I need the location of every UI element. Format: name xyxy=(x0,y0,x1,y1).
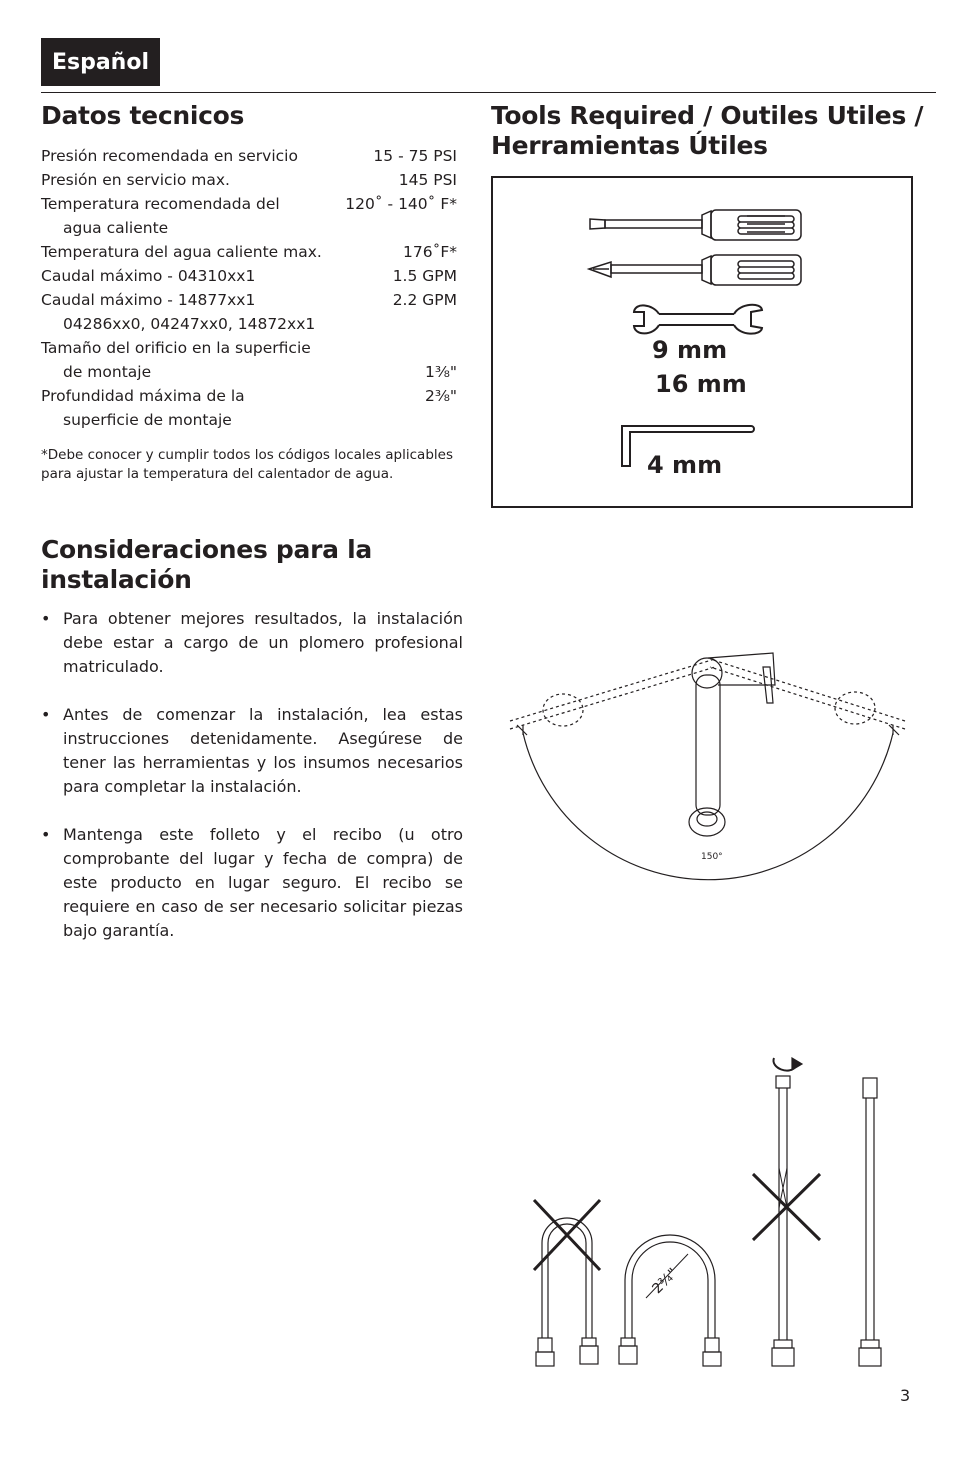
spec-label: Caudal máximo - 04310xx1 xyxy=(41,267,256,285)
list-item: • Antes de comenzar la instalación, lea estas instrucciones detenidamente. Asegúrese de tener las herramientas y los insumos necesarios para completar la instalación. xyxy=(41,705,463,796)
table-row xyxy=(41,240,457,264)
table-row xyxy=(41,312,457,336)
spec-label: Tamaño del orificio en la superficie xyxy=(41,339,311,357)
spec-value: 1.5 GPM xyxy=(392,267,457,285)
spec-label: superficie de montaje xyxy=(63,411,232,429)
table-row xyxy=(41,408,457,432)
considerations-title: Consideraciones para la instalación xyxy=(41,535,372,594)
phillips-screwdriver-icon xyxy=(589,255,801,285)
table-row xyxy=(41,192,457,216)
hose-twisted xyxy=(772,1058,802,1366)
table-row xyxy=(41,216,457,240)
hex-key-size: 4 mm xyxy=(647,451,723,479)
tech-data-table xyxy=(41,144,457,432)
table-row xyxy=(41,168,457,192)
table-row xyxy=(41,360,457,384)
table-row xyxy=(41,144,457,168)
spec-label: agua caliente xyxy=(63,219,169,237)
spec-value: 120˚ - 140˚ F* xyxy=(345,195,457,213)
spec-label: de montaje xyxy=(63,363,152,381)
bend-radius-label: 2¾" xyxy=(649,1265,682,1298)
swivel-angle-label: 150° xyxy=(701,852,723,862)
table-row xyxy=(41,384,457,408)
spec-value: 15 - 75 PSI xyxy=(373,147,457,165)
spec-label: Presión en servicio max. xyxy=(41,171,230,189)
spec-label: Profundidad máxima de la xyxy=(41,387,245,405)
hose-tight-bend xyxy=(536,1218,598,1366)
spec-value: 2⅜" xyxy=(424,387,457,405)
tools-title: Tools Required / Outiles Utiles / Herramientas Útiles xyxy=(491,101,924,160)
hose-correct-bend xyxy=(619,1235,721,1366)
language-tab: Español xyxy=(41,38,160,86)
tech-data-footnote: *Debe conocer y cumplir todos los códigos locales aplicables para ajustar la temperatura del calentador de agua. xyxy=(41,447,453,482)
table-row xyxy=(41,264,457,288)
cross-mark-icon xyxy=(534,1200,600,1270)
tools-box xyxy=(491,176,913,508)
flat-screwdriver-icon xyxy=(590,210,801,240)
list-item: • Mantenga este folleto y el recibo (u otro comprobante del lugar y fecha de compra) de este producto en lugar seguro. El recibo se requiere en caso de ser necesario solicitar piezas bajo garantía. xyxy=(41,825,463,940)
wrench-size-16mm: 16 mm xyxy=(655,370,747,398)
swivel-range-diagram xyxy=(505,645,905,875)
table-row xyxy=(41,288,457,312)
spec-value: 176˚F* xyxy=(402,243,457,261)
spec-value: 145 PSI xyxy=(398,171,457,189)
page-number: 3 xyxy=(900,1386,911,1405)
spec-value: 2.2 GPM xyxy=(392,291,457,309)
wrench-icon xyxy=(634,305,762,334)
spec-label: Presión recomendada en servicio xyxy=(41,147,298,165)
hose-bend-diagram xyxy=(520,1048,920,1378)
spec-label: Temperatura recomendada del xyxy=(41,195,280,213)
spec-value: 1⅜" xyxy=(424,363,457,381)
spec-label: Caudal máximo - 14877xx1 xyxy=(41,291,256,309)
header-divider xyxy=(41,92,936,93)
wrench-size-9mm: 9 mm xyxy=(652,336,728,364)
hose-straight xyxy=(859,1078,881,1366)
considerations-list xyxy=(41,607,463,967)
tech-data-title: Datos tecnicos xyxy=(41,101,245,130)
spec-label: 04286xx0, 04247xx0, 14872xx1 xyxy=(63,315,316,333)
list-item: • Para obtener mejores resultados, la instalación debe estar a cargo de un plomero profesional matriculado. xyxy=(41,609,463,676)
spec-label: Temperatura del agua caliente max. xyxy=(41,243,322,261)
table-row xyxy=(41,336,457,360)
